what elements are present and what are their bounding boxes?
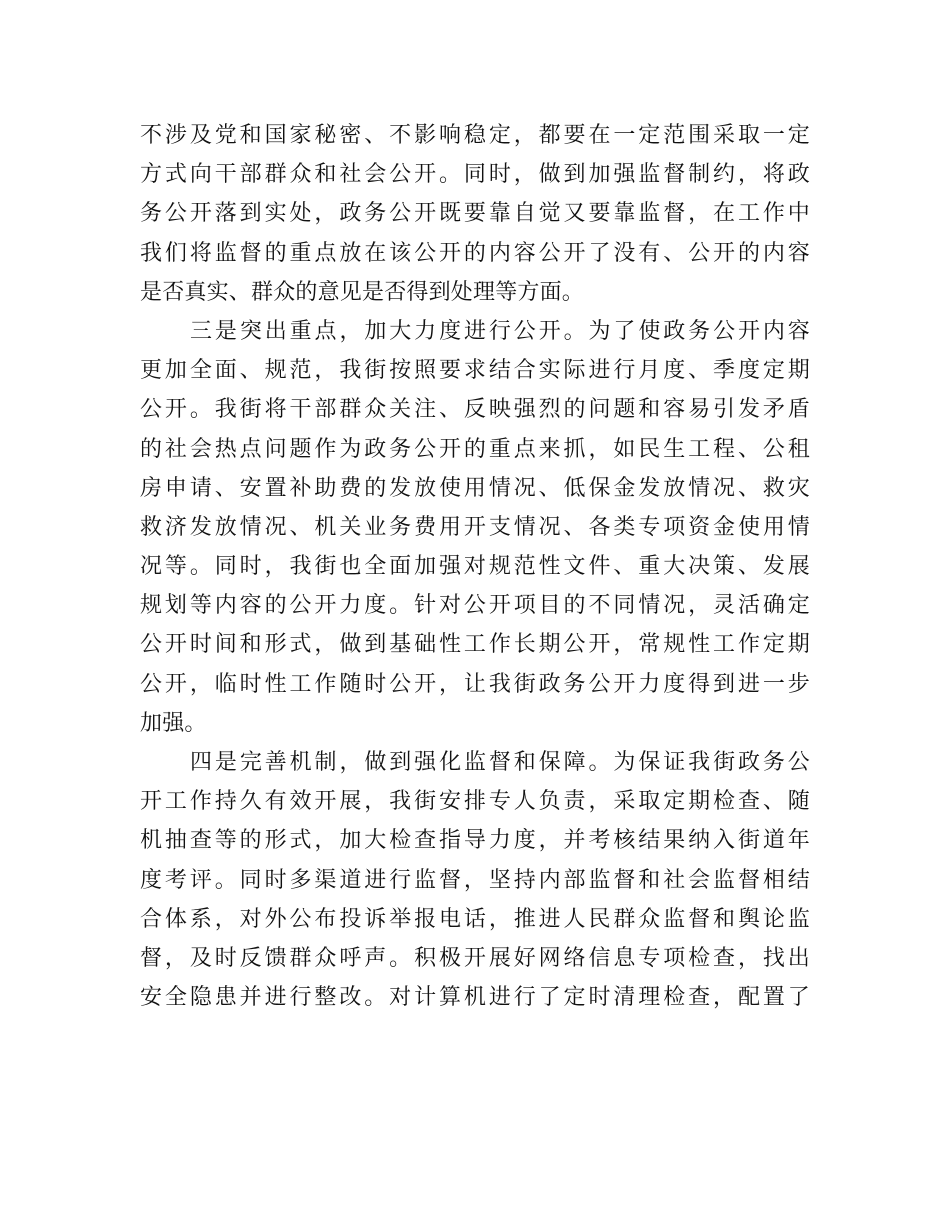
text-line: 是否真实、群众的意见是否得到处理等方面。 bbox=[140, 279, 585, 305]
paragraph-start-line: 四是完善机制，做到强化监督和保障。为保证我街政务公 bbox=[190, 750, 810, 775]
document-body bbox=[140, 116, 810, 1017]
text-line: 不涉及党和国家秘密、不影响稳定，都要在一定范围采取一定 bbox=[140, 123, 810, 148]
text-line: 况等。同时，我街也全面加强对规范性文件、重大决策、发展 bbox=[140, 554, 810, 580]
text-line: 房申请、安置补助费的发放使用情况、低保金发放情况、救灾 bbox=[140, 475, 810, 501]
text-line: 方式向干部群众和社会公开。同时，做到加强监督制约，将政 bbox=[140, 162, 810, 188]
text-line: 公开时间和形式，做到基础性工作长期公开，常规性工作定期 bbox=[140, 632, 810, 658]
text-line: 救济发放情况、机关业务费用开支情况、各类专项资金使用情 bbox=[140, 514, 810, 540]
text-line: 开工作持久有效开展，我街安排专人负责，采取定期检查、随 bbox=[140, 789, 810, 815]
text-line: 更加全面、规范，我街按照要求结合实际进行月度、季度定期 bbox=[140, 358, 810, 384]
text-line: 我们将监督的重点放在该公开的内容公开了没有、公开的内容 bbox=[140, 240, 810, 266]
text-line: 合体系，对外公布投诉举报电话，推进人民群众监督和舆论监 bbox=[140, 906, 810, 932]
text-line: 公开。我街将干部群众关注、反映强烈的问题和容易引发矛盾 bbox=[140, 397, 810, 423]
text-line: 务公开落到实处，政务公开既要靠自觉又要靠监督，在工作中 bbox=[140, 201, 810, 227]
text-line: 加强。 bbox=[140, 710, 207, 736]
text-line: 安全隐患并进行整改。对计算机进行了定时清理检查，配置了 bbox=[140, 985, 810, 1011]
text-line: 机抽查等的形式，加大检查指导力度，并考核结果纳入街道年 bbox=[140, 828, 810, 854]
paragraph-start-line: 三是突出重点，加大力度进行公开。为了使政务公开内容 bbox=[190, 318, 810, 344]
text-line: 度考评。同时多渠道进行监督，坚持内部监督和社会监督相结 bbox=[140, 867, 810, 893]
text-line: 规划等内容的公开力度。针对公开项目的不同情况，灵活确定 bbox=[140, 593, 810, 619]
text-line: 的社会热点问题作为政务公开的重点来抓，如民生工程、公租 bbox=[140, 436, 810, 462]
text-line: 督，及时反馈群众呼声。积极开展好网络信息专项检查，找出 bbox=[140, 945, 810, 971]
text-line: 公开，临时性工作随时公开，让我街政务公开力度得到进一步 bbox=[140, 671, 810, 697]
